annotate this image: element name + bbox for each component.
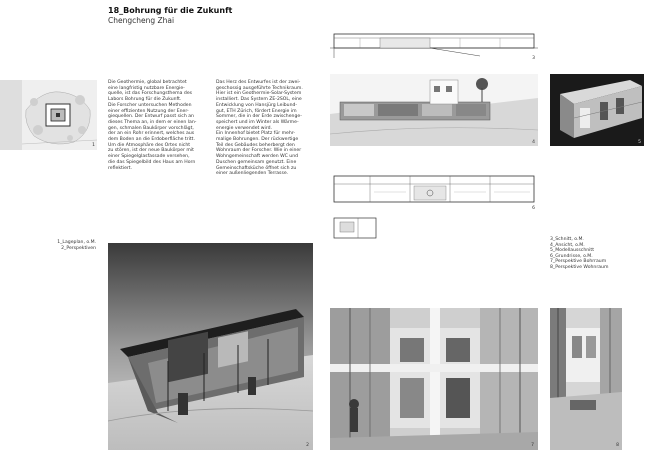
site-plan-image <box>22 80 97 150</box>
caption-item: 8_Perspektive Wohnraum <box>550 264 609 270</box>
text-line: der an ein Rohr erinnert, welches aus <box>108 131 195 137</box>
text-column-2 <box>216 80 316 177</box>
text-line: Um die Atmosphäre des Ortes nicht <box>108 142 191 148</box>
caption-item: 5_Modellausschnitt <box>550 248 595 254</box>
page-gutter-tab <box>0 80 22 150</box>
page-title: 18_Bohrung für die Zukunft <box>108 6 233 15</box>
text-line: Die Geothermie, global betrachtet <box>108 80 187 85</box>
text-line: Teil des Gebäudes beherbergt den <box>216 142 295 148</box>
text-line: Labors Bohrung für die Zukunft. <box>108 97 182 103</box>
elevation-drawing <box>330 74 538 146</box>
floor-plan-drawing <box>330 170 538 212</box>
text-line: malige Bohrungen. Der rückwertige <box>216 137 299 143</box>
text-line: eine langfristig nutzbare Energie- <box>108 85 185 91</box>
living-room-perspective-image <box>550 308 622 450</box>
model-photo <box>550 74 644 146</box>
text-line: Entwicklung von Hansjürg Leibund- <box>216 102 298 108</box>
text-line: quelle, ist das Forschungsthema des <box>108 91 193 97</box>
caption-item: 4_Ansicht, o.M. <box>550 242 585 248</box>
text-column-1 <box>108 80 208 171</box>
caption-item: 7_Perspektive Bohrraum <box>550 259 607 265</box>
caption-item: 6_Grundrisse, o.M. <box>550 253 593 259</box>
drilling-room-perspective-image <box>330 308 538 450</box>
caption-item: 3_Schnitt, o.M. <box>550 237 584 242</box>
text-line: gen, schmalen Baukörper vorschlägt, <box>108 125 194 131</box>
text-line: Gemeinschaftsküche öffnet sich zu <box>216 165 297 171</box>
text-line: dem Boden an die Erdoberfläche tritt. <box>108 137 195 143</box>
text-line: dieses Thema an, in dem er einen lan- <box>108 119 197 125</box>
figure-number-site-plan: 1 <box>92 143 95 148</box>
figure-number-section: 3 <box>532 56 535 61</box>
text-line: speichert und im Winter als Wärme- <box>216 119 299 125</box>
text-line: Wohngemeinschaft werden WC und <box>216 154 299 160</box>
floor-plan-detail-drawing <box>330 214 380 244</box>
text-line: giequellen. Der Entwurf passt sich an <box>108 114 194 120</box>
text-line: geschossig ausgeführte Technikraum. <box>216 85 303 91</box>
caption-item: 2_Perspektiven <box>61 245 96 251</box>
figure-number-main-perspective: 2 <box>306 443 309 448</box>
text-line: gut, ETH Zürich, fördert Energie im <box>216 108 297 114</box>
section-drawing <box>330 26 538 62</box>
author-name: Chengcheng Zhai <box>108 16 175 25</box>
text-line: reflektiert. <box>108 165 133 171</box>
caption-list-right <box>550 237 608 271</box>
text-line: Wohnraum der Forscher. Wie in einer <box>216 148 302 154</box>
text-line: installiert. Das System ZE-2SOL, eine <box>216 97 302 103</box>
text-line: zu stören, ist der neue Baukörper mit <box>108 148 194 154</box>
figure-number-floor-plan: 6 <box>532 206 535 211</box>
text-line: Die Forscher untersuchen Methoden <box>108 102 192 108</box>
text-line: einer Spiegelglasfassade versehen, <box>108 154 190 160</box>
figure-number-drilling-room: 7 <box>531 443 534 448</box>
text-line: Ein Innenhof bietet Platz für mehr- <box>216 131 296 137</box>
text-line: Hier ist ein Geothermie-Solar-System <box>216 91 302 97</box>
text-line: Sommer, die in der Erde zwischenge- <box>216 114 302 120</box>
text-line: einer außenliegenden Terrasse. <box>216 171 289 177</box>
figure-number-living-room: 8 <box>616 443 619 448</box>
caption-item: 1_Lageplan, o.M. <box>57 240 96 245</box>
figure-number-model: 5 <box>638 140 641 145</box>
main-perspective-image <box>108 243 313 450</box>
text-line: die das Spiegelbild des Haus am Horn <box>108 159 196 165</box>
text-line: einer effizienten Nutzung der Ener- <box>108 108 189 114</box>
figure-number-elevation: 4 <box>532 140 535 145</box>
text-line: Duschen gemeinsam genutzt. Eine <box>216 159 297 165</box>
text-line: Das Herz des Entwurfes ist der zwei- <box>216 80 301 85</box>
caption-list-left <box>40 240 96 251</box>
text-line: energie verwendet wird. <box>216 125 272 131</box>
